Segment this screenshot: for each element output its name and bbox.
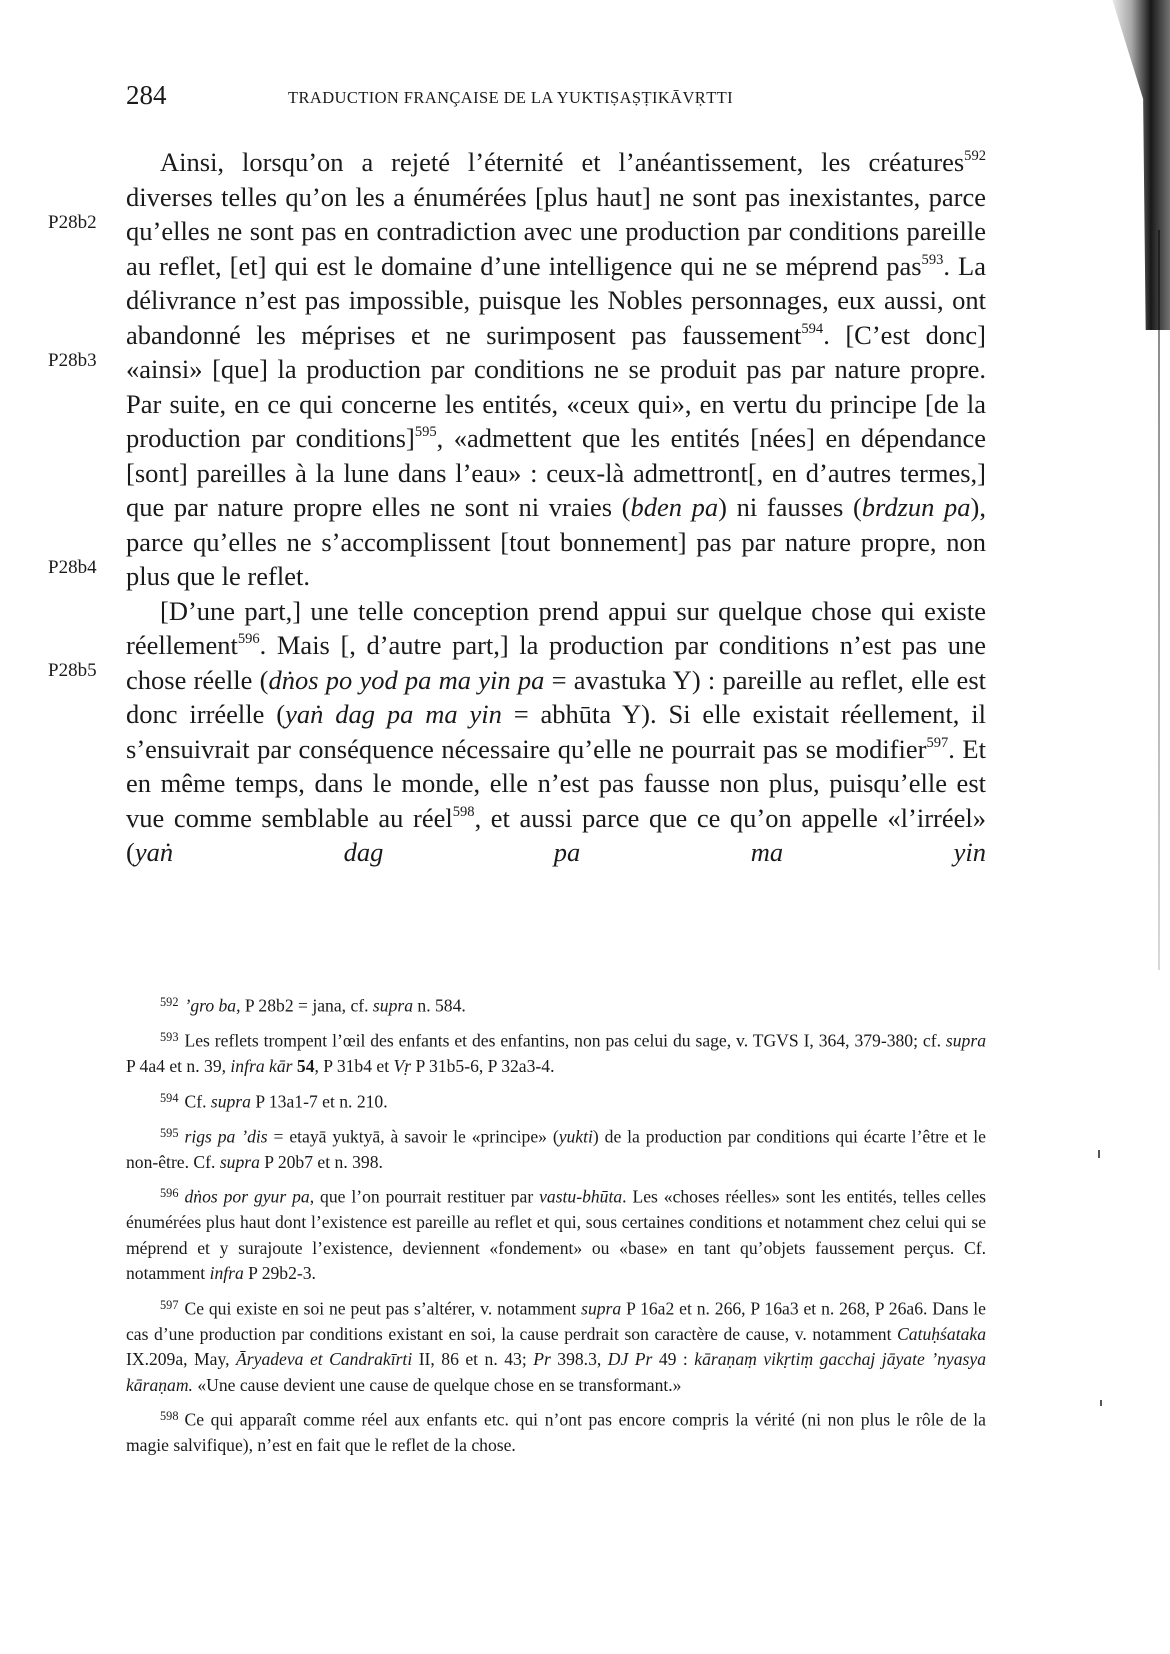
footnote-ref-595: 595 [414,424,437,441]
footnote-ref-597: 597 [926,734,949,751]
text-run: 398.3, [550,1349,608,1370]
text-run: P 4a4 et n. 39, [126,1056,231,1077]
tibetan-term: yaṅ dag pa ma yin [134,837,986,867]
italic-run: Pr [533,1349,551,1370]
text-run: Ce qui existe en soi ne peut pas s’altérer, v. notamment [184,1298,582,1319]
text-run: n. 584. [413,995,466,1016]
italic-run: kāraṇaṃ vikṛtiṃ gacchaj jāyate ’nyasya kāraṇam. [126,1349,986,1395]
italic-run: infra kār [230,1056,293,1077]
binding-edge-line [1158,230,1160,970]
text-run: Les reflets trompent l’œil des enfants et des enfantins, non pas celui du sage, v. TGVS I, 364, 379-380; cf. [184,1030,946,1051]
page-header [126,80,986,120]
footnote-ref-596: 596 [237,631,260,648]
footnote-ref-593: 593 [921,251,944,268]
binding-shadow [1106,0,1170,330]
footnotes [126,990,986,1465]
paragraph-2 [126,594,986,870]
text-run: P 16a2 et n. 266, P 16a3 et n. 268, P 26a6. Dans le cas d’une production par conditions existant en soi, la cause perdrait son caractère de cause, v. notamment [126,1298,986,1344]
main-text [126,145,986,870]
text-run: , «admettent que les entités [nées] en dépendance [sont] pareilles à la lune dans l’eau» : ceux-là admettront[, en d’autres termes,] que par nature propre elles ne sont ni vraies ( [126,423,986,522]
italic-run: supra [210,1091,251,1112]
footnote-597 [126,1293,986,1399]
italic-run: dṅos por gyur pa [184,1186,310,1207]
text-run: IX.209a, May, [126,1349,237,1370]
text-run: ), parce qu’elles ne s’accomplissent [tout bonnement] pas par nature propre, non plus que le reflet. [126,492,986,591]
tibetan-term: brdzun pa [861,492,971,522]
text-run: . Et en même temps, dans le monde, elle n’est pas fausse non plus, puisqu’elle est vue comme semblable au réel [126,733,986,833]
footnote-594 [126,1086,986,1115]
text-run: , que l’on pourrait restituer par [309,1186,540,1207]
italic-run: supra [945,1030,986,1051]
text-run: = avastuka Y) : pareille au reflet, elle est donc irréelle ( [126,664,986,729]
italic-run: Āryadeva et Candrakīrti [236,1349,413,1370]
text-run: , et aussi parce que ce qu’on appelle «l’irréel» ( [126,802,986,867]
text-run: = etayā yuktyā, à savoir le «principe» ( [267,1126,559,1147]
page-number: 284 [126,80,167,110]
text-run: II, 86 et n. 43; [412,1349,534,1370]
italic-run: yukti [558,1126,593,1147]
text-run: P 29b2-3. [243,1263,316,1284]
italic-run: infra [209,1263,244,1284]
text-run: . La délivrance n’est pas impossible, puisque les Nobles personnages, eux aussi, ont abandonné les méprises et ne surimposent pas faussement [126,250,986,350]
text-run: P 20b7 et n. 398. [259,1151,383,1172]
italic-run: Vṛ [393,1056,412,1077]
italic-run: supra [581,1298,622,1319]
footnote-ref-594: 594 [801,320,824,337]
text-run: = abhūta Y). Si elle existait réellement, il s’ensuivrait par conséquence nécessaire qu’elle ne pourrait pas se modifier [126,699,986,764]
text-run: [D’une part,] une telle conception prend appui sur quelque chose qui existe réellement [126,595,986,660]
footnote-593 [126,1025,986,1080]
text-run: Ainsi, lorsqu’on a rejeté l’éternité et l’anéantissement, les créatures [160,147,965,177]
text-run: . [C’est donc] «ainsi» [que] la production par conditions ne se produit pas par nature propre. Par suite, en ce qui concerne les entités, «ceux qui», en vertu du principe [de la production par conditions] [126,319,986,453]
text-run: . Les «choses réelles» sont les entités, telles celles énumérées plus haut dont l’existence est pareille au reflet et qui, sous certaines conditions et notamment chez celui qui se méprend et y surajoute l’existence, deviennent «fondement» ou «base» en tant qu’objets faussement perçus. Cf. notamment [126,1186,986,1284]
footnote-ref-598: 598 [452,803,475,820]
scan-speck [1100,1400,1102,1406]
tibetan-term: dṅos po yod pa ma yin pa [268,664,545,695]
tibetan-term: yaṅ dag pa ma yin [285,699,502,729]
text-run: Ce qui apparaît comme réel aux enfants etc. qui n’ont pas encore compris la vérité (ni non plus le rôle de la magie salvifique), n’est en fait que le reflet de la chose. [126,1409,986,1456]
text-run: P 13a1-7 et n. 210. [250,1091,388,1112]
footnote-598 [126,1404,986,1459]
text-run: , P 31b4 et [314,1056,394,1077]
paragraph-1 [126,145,986,594]
footnote-number: 595 [160,1125,179,1140]
footnote-596 [126,1181,986,1287]
footnote-ref-592: 592 [964,148,986,165]
margin-ref-p28b5: P28b5 [48,660,97,681]
footnote-number: 596 [160,1186,179,1201]
footnote-592 [126,990,986,1019]
text-run: , P 28b2 = jana, cf. [236,995,373,1016]
italic-run: vastu-bhūta [539,1186,623,1207]
footnote-number: 592 [160,995,179,1009]
margin-ref-p28b3: P28b3 [48,350,97,371]
running-title: TRADUCTION FRANÇAISE DE LA YUKTIṢAṢṬIKĀVṚTTI [288,88,734,107]
scan-speck [1098,1150,1100,1158]
italic-run: Catuḥśataka [897,1323,986,1344]
footnote-number: 598 [160,1409,179,1424]
footnote-595 [126,1121,986,1176]
text-run: diverses telles qu’on les a énumérées [plus haut] ne sont pas inexistantes, parce qu’elles ne sont pas en contradiction avec une production par conditions pareille au reflet, [et] qui est le domaine d’une intelligence qui ne se méprend pas [126,181,986,281]
italic-run: supra [372,995,414,1016]
italic-run: supra [219,1151,260,1172]
footnote-number: 597 [160,1297,179,1312]
italic-run: rigs pa ’dis [184,1126,268,1147]
text-run: ) ni fausses ( [718,492,862,522]
italic-run: ’gro ba [184,995,237,1016]
text-run: . Mais [, d’autre part,] la production par conditions n’est pas une chose réelle ( [126,630,986,695]
text-run: P 31b5-6, P 32a3-4. [411,1056,555,1077]
text-run: Cf. [184,1091,211,1112]
tibetan-term: bden pa [630,492,719,522]
text-run: 49 : [652,1349,695,1370]
italic-run: DJ Pr [607,1349,653,1370]
footnote-number: 594 [160,1090,179,1105]
text-run: «Une cause devient une cause de quelque chose en se transformant.» [192,1374,682,1395]
margin-ref-p28b2: P28b2 [48,212,97,233]
footnote-number: 593 [160,1030,179,1045]
bold-run: 54 [296,1056,315,1077]
text-run: ) de la production par conditions qui écarte l’être et le non-être. Cf. [126,1126,986,1172]
margin-ref-p28b4: P28b4 [48,557,97,578]
